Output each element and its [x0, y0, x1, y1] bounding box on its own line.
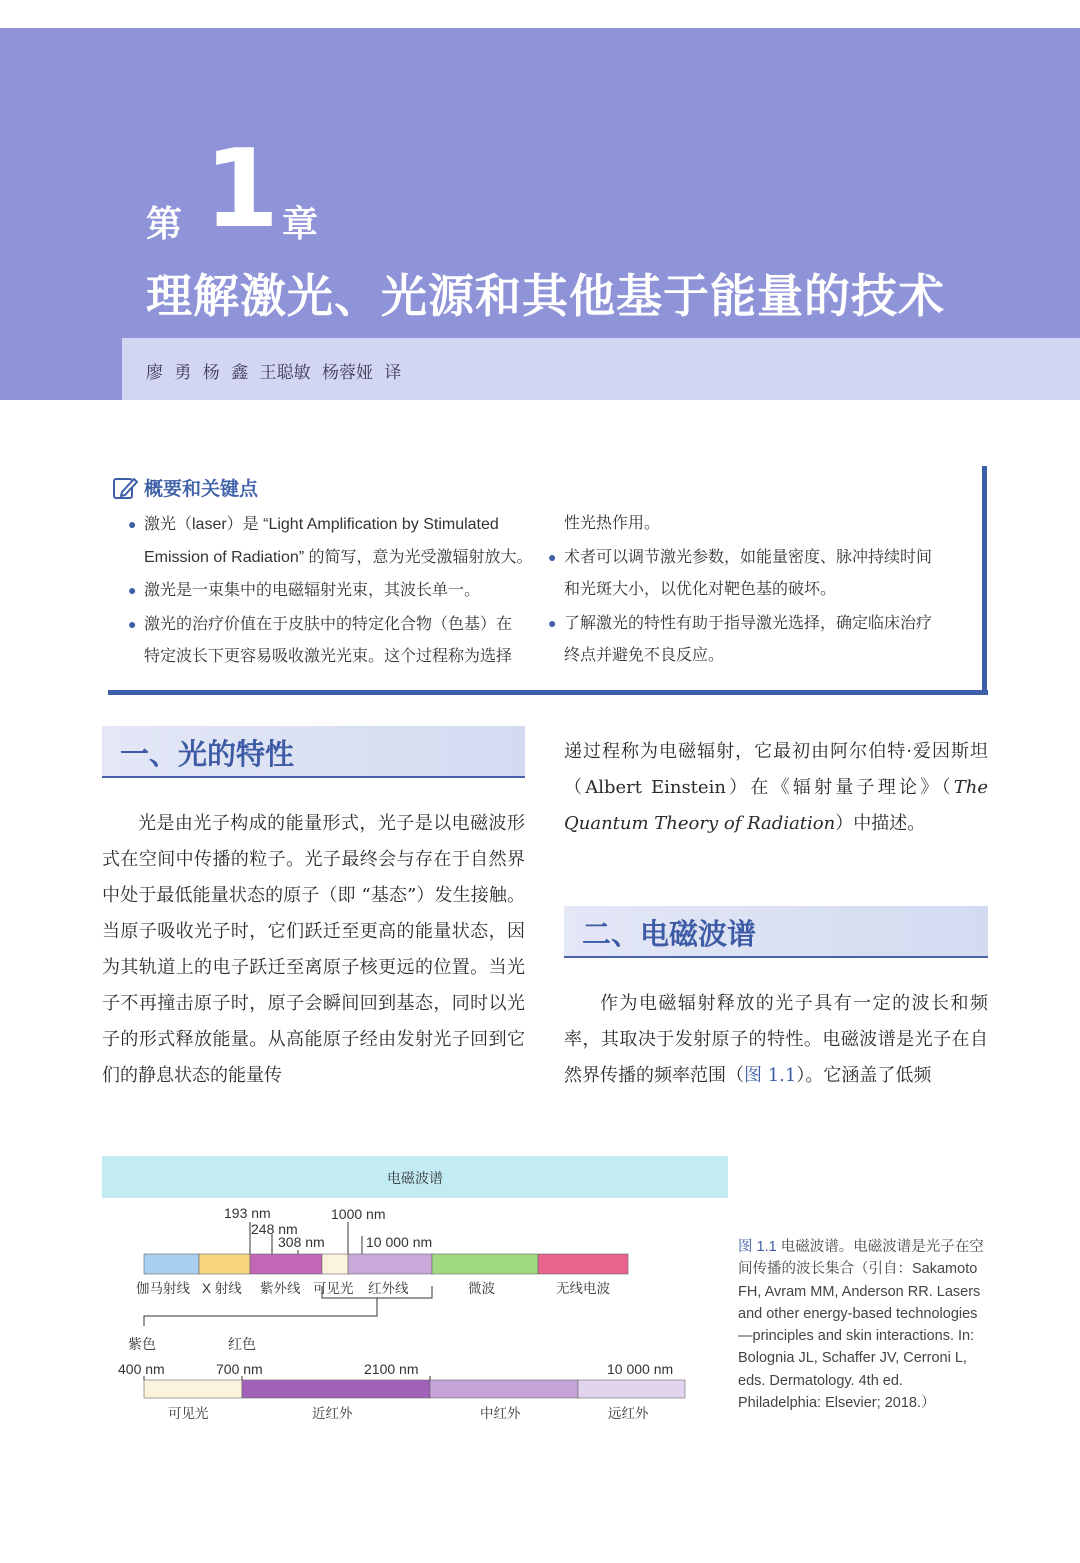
section1-paragraph-continued: 递过程称为电磁辐射，它最初由阿尔伯特·爱因斯坦（Albert Einstein）在《辐射量子理论》（The Quantum Theory of Radiation）中描述。 [564, 741, 988, 834]
zoom-tick-label: 700 nm [216, 1361, 263, 1377]
bullet-icon: ● [548, 614, 557, 631]
summary-point: ● 激光（laser）是 “Light Amplification by Stimulated [128, 508, 538, 542]
spectrum-band [250, 1254, 322, 1274]
bullet-icon: ● [128, 582, 137, 598]
zoom-band-labels [168, 1405, 649, 1421]
section-heading-light: 一、光的特性 [102, 726, 525, 778]
caption-text: 电磁波谱。电磁波谱是光子在空间传播的波长集合（引自：Sakamoto FH, Avram MM, Anderson RR. Lasers and other energy-based technologies—principles and skin interactions. In: Bolognia JL, Schaffer JV, Cerroni L, eds. Dermatology. 4th ed. Philadelphia: Elsevier; 2018.） [738, 1239, 984, 1412]
zoom-band-label: 可见光 [168, 1406, 209, 1421]
label-violet: 紫色 [128, 1336, 156, 1352]
banner-side-block [0, 28, 122, 400]
spectrum-diagram [100, 1198, 700, 1438]
zoom-tick-label: 2100 nm [364, 1361, 419, 1377]
zoom-connector [144, 1298, 377, 1326]
label-red: 红色 [228, 1336, 256, 1352]
spectrum-bar [144, 1254, 628, 1274]
label-1000nm: 1000 nm [331, 1206, 386, 1222]
label-10000nm: 10 000 nm [366, 1234, 433, 1250]
spectrum-band [432, 1254, 538, 1274]
spectrum-band [199, 1254, 250, 1274]
chapter-suffix: 章 [282, 204, 319, 245]
zoom-band-label: 近红外 [312, 1406, 353, 1421]
spectrum-band [322, 1254, 348, 1274]
label-193nm: 193 nm [224, 1205, 271, 1221]
figure-caption [738, 1236, 988, 1414]
summary-point: ● 激光是一束集中的电磁辐射光束，其波长单一。 [128, 574, 538, 608]
zoom-tick-label: 400 nm [118, 1361, 165, 1377]
figure-reference-link[interactable]: 图 1.1 [744, 1065, 797, 1086]
bullet-icon: ● [128, 516, 137, 532]
spectrum-band-label: 伽马射线 [136, 1281, 190, 1296]
section-heading-spectrum: 二、电磁波谱 [564, 906, 988, 958]
summary-point-cont: 终点并避免不良反应。 [564, 647, 725, 664]
summary-point: ● 激光的治疗价值在于皮肤中的特定化合物（色基）在 [128, 608, 538, 642]
spectrum-band [144, 1254, 199, 1274]
zoom-bar [144, 1376, 685, 1398]
summary-point-cont: 性光热作用。 [564, 515, 661, 532]
summary-title: 概要和关键点 [144, 478, 259, 500]
summary-point-cont: 和光斑大小，以优化对靶色基的破坏。 [564, 581, 837, 598]
section1-paragraph: 光是由光子构成的能量形式，光子是以电磁波形式在空间中传播的粒子。光子最终会与存在于自然界中处于最低能量状态的原子（即 “基态”）发生接触。当原子吸收光子时，它们跃迁至更高的能量状态，因为其轨道上的电子跃迁至离原子核更远的位置。当光子不再撞击原子时，原子会瞬间回到基态，同时以光子的形式释放能量。从高能原子经由发射光子回到它们的静息状态的能量传 [102, 813, 525, 1086]
chapter-number: 1 [204, 127, 280, 252]
summary-point: ● 术者可以调节激光参数，如能量密度、脉冲持续时间 [548, 541, 968, 575]
spectrum-band [348, 1254, 432, 1274]
summary-right-column [548, 508, 968, 673]
spectrum-band [538, 1254, 628, 1274]
zoom-tick-labels [118, 1361, 673, 1377]
chapter-prefix: 第 [146, 204, 183, 245]
summary-point-cont: Emission of Radiation” 的简写，意为光受激辐射放大。 [144, 548, 533, 566]
section2-paragraph: 作为电磁辐射释放的光子具有一定的波长和频率，其取决于发射原子的特性。电磁波谱是光子在自然界传播的频率范围（图 1.1）。它涵盖了低频 [564, 993, 988, 1086]
summary-point: ● 了解激光的特性有助于指导激光选择，确定临床治疗 [548, 607, 968, 641]
summary-border-bottom [108, 690, 988, 695]
summary-header [112, 474, 258, 501]
zoom-band [430, 1380, 578, 1398]
translators: 廖 勇 杨 鑫 王聪敏 杨蓉娅 译 [146, 363, 402, 383]
zoom-band [242, 1380, 430, 1398]
spectrum-band-label: 可见光 [313, 1281, 354, 1296]
caption-figure-number: 图 1.1 [738, 1239, 777, 1255]
summary-left-column [128, 508, 538, 674]
zoom-band [578, 1380, 685, 1398]
bullet-icon: ● [548, 548, 557, 565]
label-308nm: 308 nm [278, 1234, 325, 1250]
zoom-band-label: 远红外 [608, 1406, 649, 1421]
spectrum-band-label: 无线电波 [556, 1281, 610, 1296]
zoom-band [144, 1380, 242, 1398]
label-248nm: 248 nm [251, 1221, 298, 1237]
zoom-band-label: 中红外 [480, 1406, 521, 1421]
spectrum-band-label: 紫外线 [260, 1281, 301, 1296]
edit-pencil-icon [112, 475, 138, 501]
spectrum-band-label: 微波 [468, 1281, 495, 1296]
summary-point-cont: 特定波长下更容易吸收激光光束。这个过程称为选择 [144, 648, 513, 665]
spectrum-band-label: 红外线 [368, 1281, 409, 1296]
bullet-icon: ● [128, 615, 137, 632]
figure-title: 电磁波谱 [387, 1171, 443, 1187]
chapter-title: 理解激光、光源和其他基于能量的技术 [146, 269, 945, 323]
spectrum-labels [136, 1280, 610, 1296]
summary-border-right [982, 466, 987, 695]
zoom-tick-label: 10 000 nm [607, 1361, 674, 1377]
spectrum-band-label: X 射线 [202, 1281, 242, 1296]
